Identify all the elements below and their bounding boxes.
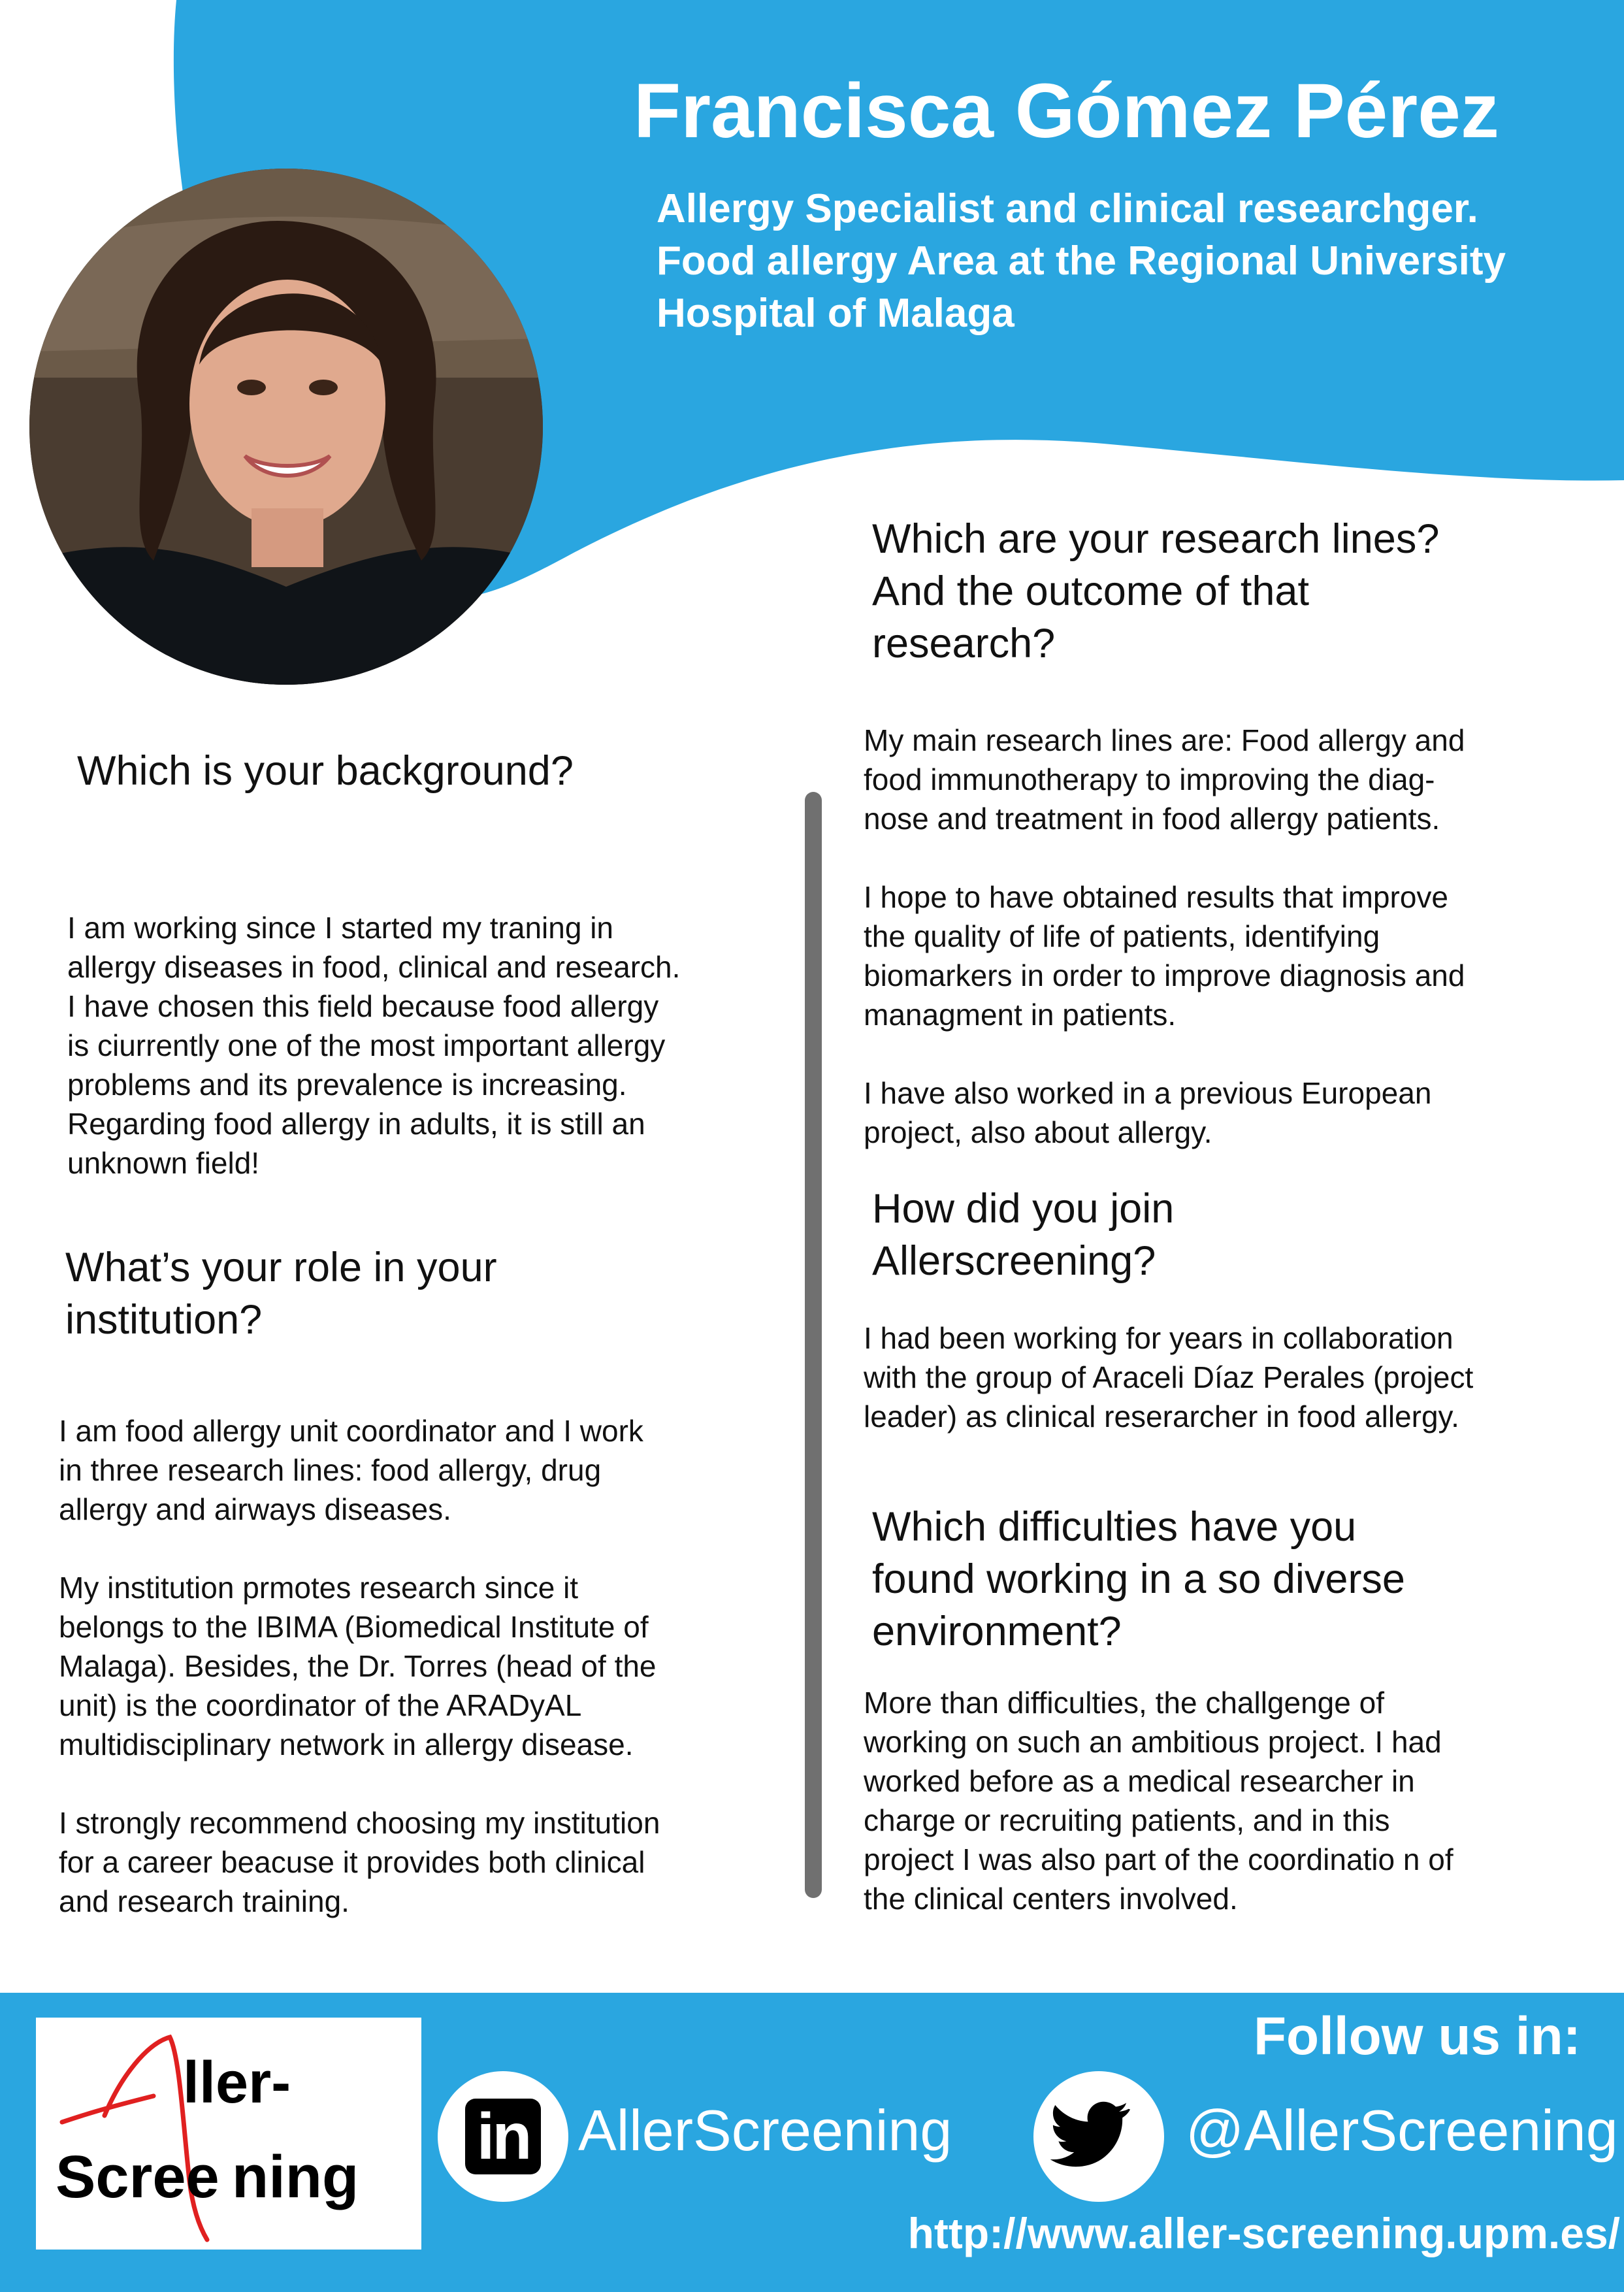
title-line: Allergy Specialist and clinical researchger.: [657, 186, 1478, 231]
text-line: leader) as clinical reserarcher in food allergy.: [864, 1400, 1459, 1433]
title-line: Hospital of Malaga: [657, 291, 1015, 336]
answer-join: [864, 1318, 1595, 1436]
text-line: the clinical centers involved.: [864, 1882, 1238, 1916]
title-line: Food allergy Area at the Regional University: [657, 238, 1506, 284]
answer-research: [864, 721, 1595, 1152]
text-line: I had been working for years in collaboration: [864, 1321, 1453, 1355]
text-line: problems and its prevalence is increasing.: [67, 1068, 627, 1102]
linkedin-icon: in: [465, 2099, 541, 2174]
question-line: What’s your role in your: [65, 1245, 497, 1290]
answer-role: [59, 1411, 784, 1921]
question-line: How did you join: [872, 1186, 1175, 1232]
person-title: [657, 183, 1597, 340]
question-difficulties: [872, 1501, 1405, 1658]
text-line: I am working since I started my traning in: [67, 911, 613, 945]
text-line: allergy diseases in food, clinical and research.: [67, 950, 681, 984]
question-line: Which difficulties have you: [872, 1504, 1357, 1550]
follow-us-label: Follow us in:: [1253, 2006, 1581, 2066]
paragraph: My institution prmotes research since it belongs to the IBIMA (Biomedical Institute of Malaga). Besides, the Dr. Torres (head of the unit) is the coordinator of the ARADyAL multidisciplinary network in allergy disease.: [59, 1571, 657, 1761]
question-background: Which is your background?: [77, 748, 574, 794]
question-line: And the outcome of that: [872, 568, 1309, 614]
question-line: environment?: [872, 1609, 1122, 1654]
text-line: I have chosen this field because food allergy: [67, 989, 659, 1023]
paragraph: I am food allergy unit coordinator and I work in three research lines: food allergy, drug allergy and airways diseases.: [59, 1414, 643, 1526]
question-line: Which are your research lines?: [872, 516, 1440, 562]
question-join: [872, 1183, 1174, 1287]
logo-text-bottom-left: Scree: [56, 2144, 219, 2210]
answer-difficulties: [864, 1683, 1595, 1918]
logo-text-bottom-right: ning: [232, 2144, 359, 2210]
person-name: Francisca Gómez Pérez: [634, 68, 1499, 154]
linkedin-button[interactable]: [438, 2071, 568, 2202]
text-line: Regarding food allergy in adults, it is still an: [67, 1107, 645, 1141]
logo-text-top: ller-: [183, 2050, 291, 2116]
question-line: found working in a so diverse: [872, 1556, 1405, 1602]
column-divider: [805, 792, 822, 1898]
twitter-button[interactable]: [1033, 2071, 1164, 2202]
paragraph: I hope to have obtained results that improve the quality of life of patients, identifying biomarkers in order to improve diagnosis and managment in patients.: [864, 880, 1465, 1032]
answer-background: [67, 908, 786, 1183]
text-line: worked before as a medical researcher in: [864, 1764, 1415, 1798]
question-role: [65, 1241, 497, 1346]
twitter-bird-icon: [1033, 2071, 1164, 2202]
text-line: working on such an ambitious project. I had: [864, 1725, 1442, 1759]
linkedin-handle[interactable]: AllerScreening: [578, 2098, 952, 2163]
question-line: Allerscreening?: [872, 1238, 1156, 1284]
portrait-photo: [29, 169, 543, 685]
text-line: is ciurrently one of the most important allergy: [67, 1028, 666, 1062]
question-research: [872, 513, 1439, 670]
text-line: charge or recruiting patients, and in this: [864, 1803, 1390, 1837]
text-line: unknown field!: [67, 1146, 260, 1180]
text-line: More than difficulties, the challgenge of: [864, 1686, 1384, 1720]
text-line: project I was also part of the coordinatio n of: [864, 1842, 1453, 1876]
paragraph: I have also worked in a previous European project, also about allergy.: [864, 1076, 1432, 1149]
paragraph: I strongly recommend choosing my institution for a career beacuse it provides both clinical and research training.: [59, 1806, 660, 1918]
question-line: institution?: [65, 1297, 263, 1343]
question-line: research?: [872, 621, 1056, 666]
text-line: with the group of Araceli Díaz Perales (project: [864, 1360, 1474, 1394]
twitter-handle[interactable]: @AllerScreening: [1186, 2098, 1618, 2163]
allerscreening-logo[interactable]: [36, 2018, 421, 2250]
paragraph: My main research lines are: Food allergy and food immunotherapy to improving the diag- nose and treatment in food allergy patients.: [864, 723, 1465, 836]
website-link[interactable]: http://www.aller-screening.upm.es/: [907, 2209, 1620, 2257]
